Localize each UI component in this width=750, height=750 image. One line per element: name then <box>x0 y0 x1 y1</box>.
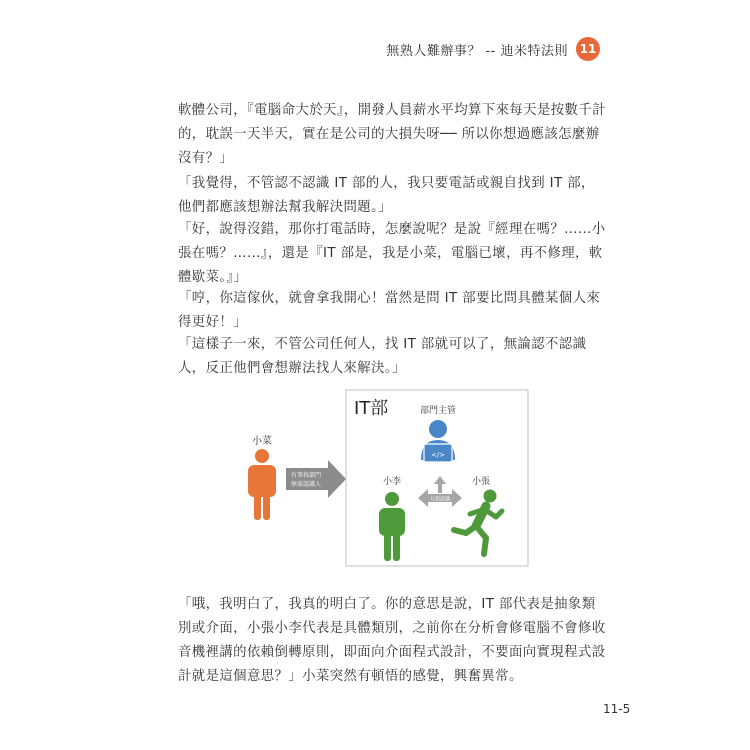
paragraph-3: 「好，說得沒錯，那你打電話時，怎麼說呢？是說『經理在嗎？……小張在嗎？……』，還是『IT 部是，我是小菜，電腦已壞，再不修理，軟體歇菜。』」 <box>178 222 606 285</box>
manager-computer-icon <box>421 420 455 462</box>
xiaozhang-label: 小張 <box>471 477 491 487</box>
chapter-title: 無熟人難辦事？ -- 迪米特法則 <box>386 43 568 59</box>
page-number: 11-5 <box>603 702 631 716</box>
paragraph-5: 「這樣子一來，不管公司任何人，找 IT 部就可以了，無論認不認識人，反正他們會想辦法找人來解決。」 <box>178 337 587 376</box>
chapter-badge: 11 <box>576 37 600 61</box>
arrow-text-line2: 無需認識人 <box>290 481 322 488</box>
it-department-diagram <box>240 388 540 568</box>
xiaozhang-running-icon <box>454 490 502 555</box>
running-header <box>386 37 600 61</box>
manager-label: 部門主管 <box>419 406 457 416</box>
arrow-text-line1: 有事找部門 <box>290 472 322 479</box>
paragraph-6: 「哦，我明白了，我真的明白了。你的意思是說，IT 部代表是抽象類別或介面，小張小李代表是具體類別，之前你在分析會修電腦不會修收音機裡講的依賴倒轉原則，即面向介面程式設計，不要面向實現程式設計就是這個意思？」小菜突然有頓悟的感覺，興奮異常。 <box>178 597 606 684</box>
contact-department-arrow <box>286 460 346 498</box>
paragraph-1: 軟體公司，『電腦命大於天』，開發人員薪水平均算下來每天是按數千計的，耽誤一天半天，實在是公司的大損失呀── 所以你想過應該怎麼辦沒有？」 <box>178 103 606 166</box>
paragraph-2: 「我覺得，不管認不認識 IT 部的人，我只要電話或親自找到 IT 部，他們都應該想辦法幫我解決問題。」 <box>178 176 595 215</box>
mutual-acquaintance-arrow <box>418 476 462 507</box>
xiaocai-label: 小菜 <box>252 436 272 447</box>
mutual-text: 互相認識 <box>429 496 451 503</box>
it-department-title: IT部 <box>354 398 389 419</box>
paragraph-4: 「哼，你這傢伙，就會拿我開心！當然是問 IT 部要比問具體某個人來得更好！」 <box>178 291 601 330</box>
xiaocai-person-icon <box>248 449 276 520</box>
xiaoli-label: 小李 <box>382 477 402 487</box>
code-icon: </> <box>430 451 446 459</box>
xiaoli-person-icon <box>379 492 405 561</box>
